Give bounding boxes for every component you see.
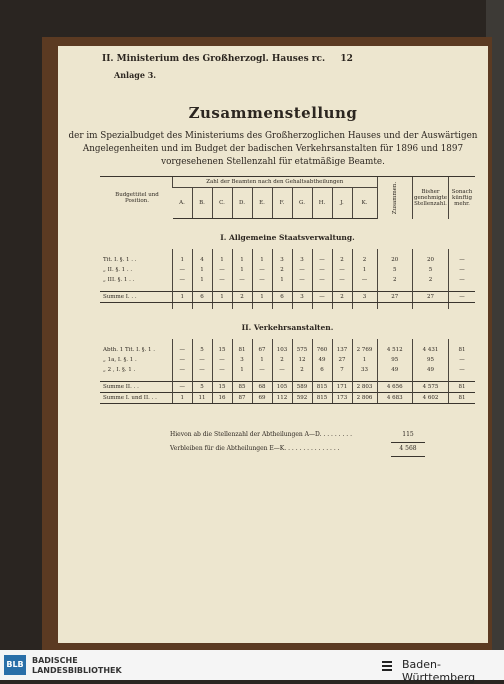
note-verbleiben-value: 4 568 xyxy=(399,445,417,452)
page-number: 12 xyxy=(340,54,353,64)
row-value: — xyxy=(272,365,292,375)
row-value: — xyxy=(332,265,352,275)
row-value: 589 xyxy=(292,382,312,393)
row-value: 2 xyxy=(332,292,352,303)
row-value: 1 xyxy=(192,265,212,275)
sum-row-i xyxy=(100,292,475,303)
header-zahl: Zahl der Beamten nach den Gehaltsabtheilungen xyxy=(173,177,378,188)
subtitle-line-3: vorgesehenen Stellenzahl für etatmäßige Beamte. xyxy=(161,157,385,167)
row-value: — xyxy=(252,275,272,285)
row-value: 171 xyxy=(332,382,352,393)
row-value: — xyxy=(212,265,232,275)
row-value: 69 xyxy=(252,393,272,404)
row-value: 81 xyxy=(232,345,252,355)
row-value: — xyxy=(173,355,193,365)
row-value: — xyxy=(292,275,312,285)
row-value: 3 xyxy=(292,255,312,265)
row-value: — xyxy=(352,275,377,285)
row-value: 87 xyxy=(232,393,252,404)
header-class-8: J. xyxy=(332,188,352,219)
row-label: Summe I. und II. . . xyxy=(100,393,173,404)
row-value: — xyxy=(173,345,193,355)
blb-line-2: LANDESBIBLIOTHEK xyxy=(32,666,122,675)
row-zus: 4 683 xyxy=(377,393,412,404)
row-value: — xyxy=(173,265,193,275)
section-verkehr xyxy=(100,309,475,339)
blb-name[interactable] xyxy=(32,656,122,676)
row-value: 1 xyxy=(212,255,232,265)
row-value: 592 xyxy=(292,393,312,404)
row-value: 173 xyxy=(332,393,352,404)
sum-row-total xyxy=(100,393,475,404)
row-value: — xyxy=(173,365,193,375)
page-title: Zusammenstellung xyxy=(188,104,358,122)
row-value: 2 xyxy=(292,365,312,375)
blb-logo-icon[interactable]: BLB xyxy=(4,655,26,675)
header-class-2: C. xyxy=(212,188,232,219)
row-value: 815 xyxy=(312,393,332,404)
header-class-5: F. xyxy=(272,188,292,219)
row-value: 1 xyxy=(173,255,193,265)
row-value: 33 xyxy=(352,365,377,375)
row-value: 2 xyxy=(352,255,377,265)
row-value: 7 xyxy=(332,365,352,375)
row-value: — xyxy=(312,265,332,275)
header-class-3: D. xyxy=(232,188,252,219)
row-value: 3 xyxy=(292,292,312,303)
table-row xyxy=(100,345,475,355)
row-value: 1 xyxy=(232,365,252,375)
row-value: 1 xyxy=(252,292,272,303)
section-allgemeine xyxy=(100,219,475,250)
header-zusammen-text: Zusammen. xyxy=(391,181,398,214)
header-text: II. Ministerium des Großherzogl. Hauses rc. xyxy=(102,54,326,64)
table-row xyxy=(100,255,475,265)
row-value: 5 xyxy=(192,382,212,393)
row-value: 1 xyxy=(352,355,377,365)
row-value: — xyxy=(212,355,232,365)
subtitle-line-2: Angelegenheiten und im Budget der badischen Verkehrsanstalten für 1896 und 1897 xyxy=(82,144,464,154)
row-value: 112 xyxy=(272,393,292,404)
row-value: — xyxy=(312,255,332,265)
row-value: — xyxy=(252,265,272,275)
row-k: — xyxy=(449,265,476,275)
row-label: „ II. §. 1 . . xyxy=(103,267,133,273)
subtitle-line-1: der im Spezialbudget des Ministeriums des Großherzoglichen Hauses und der Auswärtigen xyxy=(68,131,478,141)
row-value: 137 xyxy=(332,345,352,355)
row-k: — xyxy=(449,255,476,265)
row-value: 6 xyxy=(272,292,292,303)
row-value: 3 xyxy=(232,355,252,365)
row-value: — xyxy=(252,365,272,375)
bw-label[interactable]: Baden-Württemberg xyxy=(402,658,476,684)
row-value: 15 xyxy=(212,382,232,393)
header-bisher: Bisher genehmigte Stellenzahl. xyxy=(412,177,448,219)
row-value: 1 xyxy=(272,275,292,285)
row-value: 1 xyxy=(192,275,212,285)
note-divider-2 xyxy=(391,456,425,457)
row-value: 2 769 xyxy=(352,345,377,355)
section-allgemeine-title: I. Allgemeine Staatsverwaltung. xyxy=(220,232,355,242)
positions-table xyxy=(100,176,475,404)
row-value: 1 xyxy=(252,255,272,265)
row-label: Summe I. . . xyxy=(100,292,173,303)
row-value: 6 xyxy=(192,292,212,303)
row-value: 1 xyxy=(212,292,232,303)
table-row xyxy=(100,365,475,375)
header-class-1: B. xyxy=(192,188,212,219)
sum-row-ii xyxy=(100,382,475,393)
row-value: 15 xyxy=(212,345,232,355)
row-value: 2 xyxy=(232,292,252,303)
row-k: 81 xyxy=(449,393,476,404)
row-bish: 4 431 xyxy=(412,345,448,355)
header-budget: Budgettitel und Position. xyxy=(100,177,173,219)
row-bish: 27 xyxy=(412,292,448,303)
note-divider xyxy=(391,442,425,443)
row-k: — xyxy=(449,365,476,375)
row-value: 760 xyxy=(312,345,332,355)
row-k: — xyxy=(449,275,476,285)
row-value: 1 xyxy=(352,265,377,275)
row-value: — xyxy=(212,275,232,285)
row-value: — xyxy=(173,382,193,393)
table-row xyxy=(100,275,475,285)
row-value: 5 xyxy=(192,345,212,355)
footer-bar xyxy=(0,650,504,684)
row-value: 49 xyxy=(312,355,332,365)
row-label: „ 1a, I. §. 1 . xyxy=(103,357,137,363)
row-value: 575 xyxy=(292,345,312,355)
row-bish: 4 602 xyxy=(412,393,448,404)
row-k: 81 xyxy=(449,382,476,393)
row-value: 1 xyxy=(232,255,252,265)
row-value: — xyxy=(312,292,332,303)
header-class-7: H. xyxy=(312,188,332,219)
row-label: Summe II. . . xyxy=(100,382,173,393)
table-row xyxy=(100,265,475,275)
row-value: — xyxy=(192,365,212,375)
row-value: — xyxy=(292,265,312,275)
row-value: 3 xyxy=(352,292,377,303)
row-label: Tit. I. §. 1 . . xyxy=(103,257,137,263)
row-value: 2 xyxy=(272,265,292,275)
running-header xyxy=(102,54,353,64)
row-value: 16 xyxy=(212,393,232,404)
header-class-6: G. xyxy=(292,188,312,219)
row-value: — xyxy=(232,275,252,285)
header-class-0: A. xyxy=(173,188,193,219)
blb-line-1: BADISCHE xyxy=(32,656,78,665)
row-bish: 49 xyxy=(412,365,448,375)
row-value: 3 xyxy=(272,255,292,265)
row-zus: 20 xyxy=(377,255,412,265)
row-value: 4 xyxy=(192,255,212,265)
row-value: — xyxy=(212,365,232,375)
row-value: 1 xyxy=(232,265,252,275)
note-hievon-value: 115 xyxy=(402,431,414,438)
row-k: 81 xyxy=(449,345,476,355)
table-row xyxy=(100,355,475,365)
note-hievon: Hievon ab die Stellenzahl der Abtheilungen A—D. . . . . . . . . xyxy=(170,431,353,438)
row-bish: 4 575 xyxy=(412,382,448,393)
row-zus: 4 512 xyxy=(377,345,412,355)
row-value: 103 xyxy=(272,345,292,355)
row-value: 27 xyxy=(332,355,352,365)
row-value: 815 xyxy=(312,382,332,393)
row-bish: 20 xyxy=(412,255,448,265)
document-page xyxy=(58,46,488,643)
row-zus: 5 xyxy=(377,265,412,275)
row-bish: 2 xyxy=(412,275,448,285)
row-label: „ 2 , I. §. 1 . xyxy=(103,367,136,373)
header-zusammen xyxy=(377,177,412,219)
row-value: 85 xyxy=(232,382,252,393)
row-value: 6 xyxy=(312,365,332,375)
row-zus: 95 xyxy=(377,355,412,365)
row-label: Abth. 1 Tit. I. §. 1 . xyxy=(103,347,156,353)
row-value: — xyxy=(332,275,352,285)
row-value: 1 xyxy=(252,355,272,365)
header-kuenftig: Sonach künftig mehr. xyxy=(449,177,476,219)
row-zus: 27 xyxy=(377,292,412,303)
row-value: — xyxy=(192,355,212,365)
section-verkehr-title: II. Verkehrsanstalten. xyxy=(241,322,334,332)
anlage-label: Anlage 3. xyxy=(114,70,157,80)
row-zus: 49 xyxy=(377,365,412,375)
row-label: „ III. §. 1 . . xyxy=(103,277,135,283)
row-zus: 2 xyxy=(377,275,412,285)
header-class-9: K. xyxy=(352,188,377,219)
row-value: 68 xyxy=(252,382,272,393)
row-bish: 95 xyxy=(412,355,448,365)
row-k: — xyxy=(449,292,476,303)
row-value: 2 xyxy=(332,255,352,265)
row-value: 2 803 xyxy=(352,382,377,393)
row-value: 11 xyxy=(192,393,212,404)
row-value: 2 xyxy=(272,355,292,365)
row-value: — xyxy=(173,275,193,285)
row-value: 1 xyxy=(173,393,193,404)
note-verbleiben: Verbleiben für die Abtheilungen E—K. . . . . . . . . . . . . . . xyxy=(170,445,340,452)
row-value: 12 xyxy=(292,355,312,365)
row-value: 67 xyxy=(252,345,272,355)
row-value: — xyxy=(312,275,332,285)
row-value: 2 806 xyxy=(352,393,377,404)
row-value: 1 xyxy=(173,292,193,303)
row-value: 105 xyxy=(272,382,292,393)
row-zus: 4 656 xyxy=(377,382,412,393)
baden-wuerttemberg-lions-icon xyxy=(380,658,394,672)
row-bish: 5 xyxy=(412,265,448,275)
header-class-4: E. xyxy=(252,188,272,219)
row-k: — xyxy=(449,355,476,365)
